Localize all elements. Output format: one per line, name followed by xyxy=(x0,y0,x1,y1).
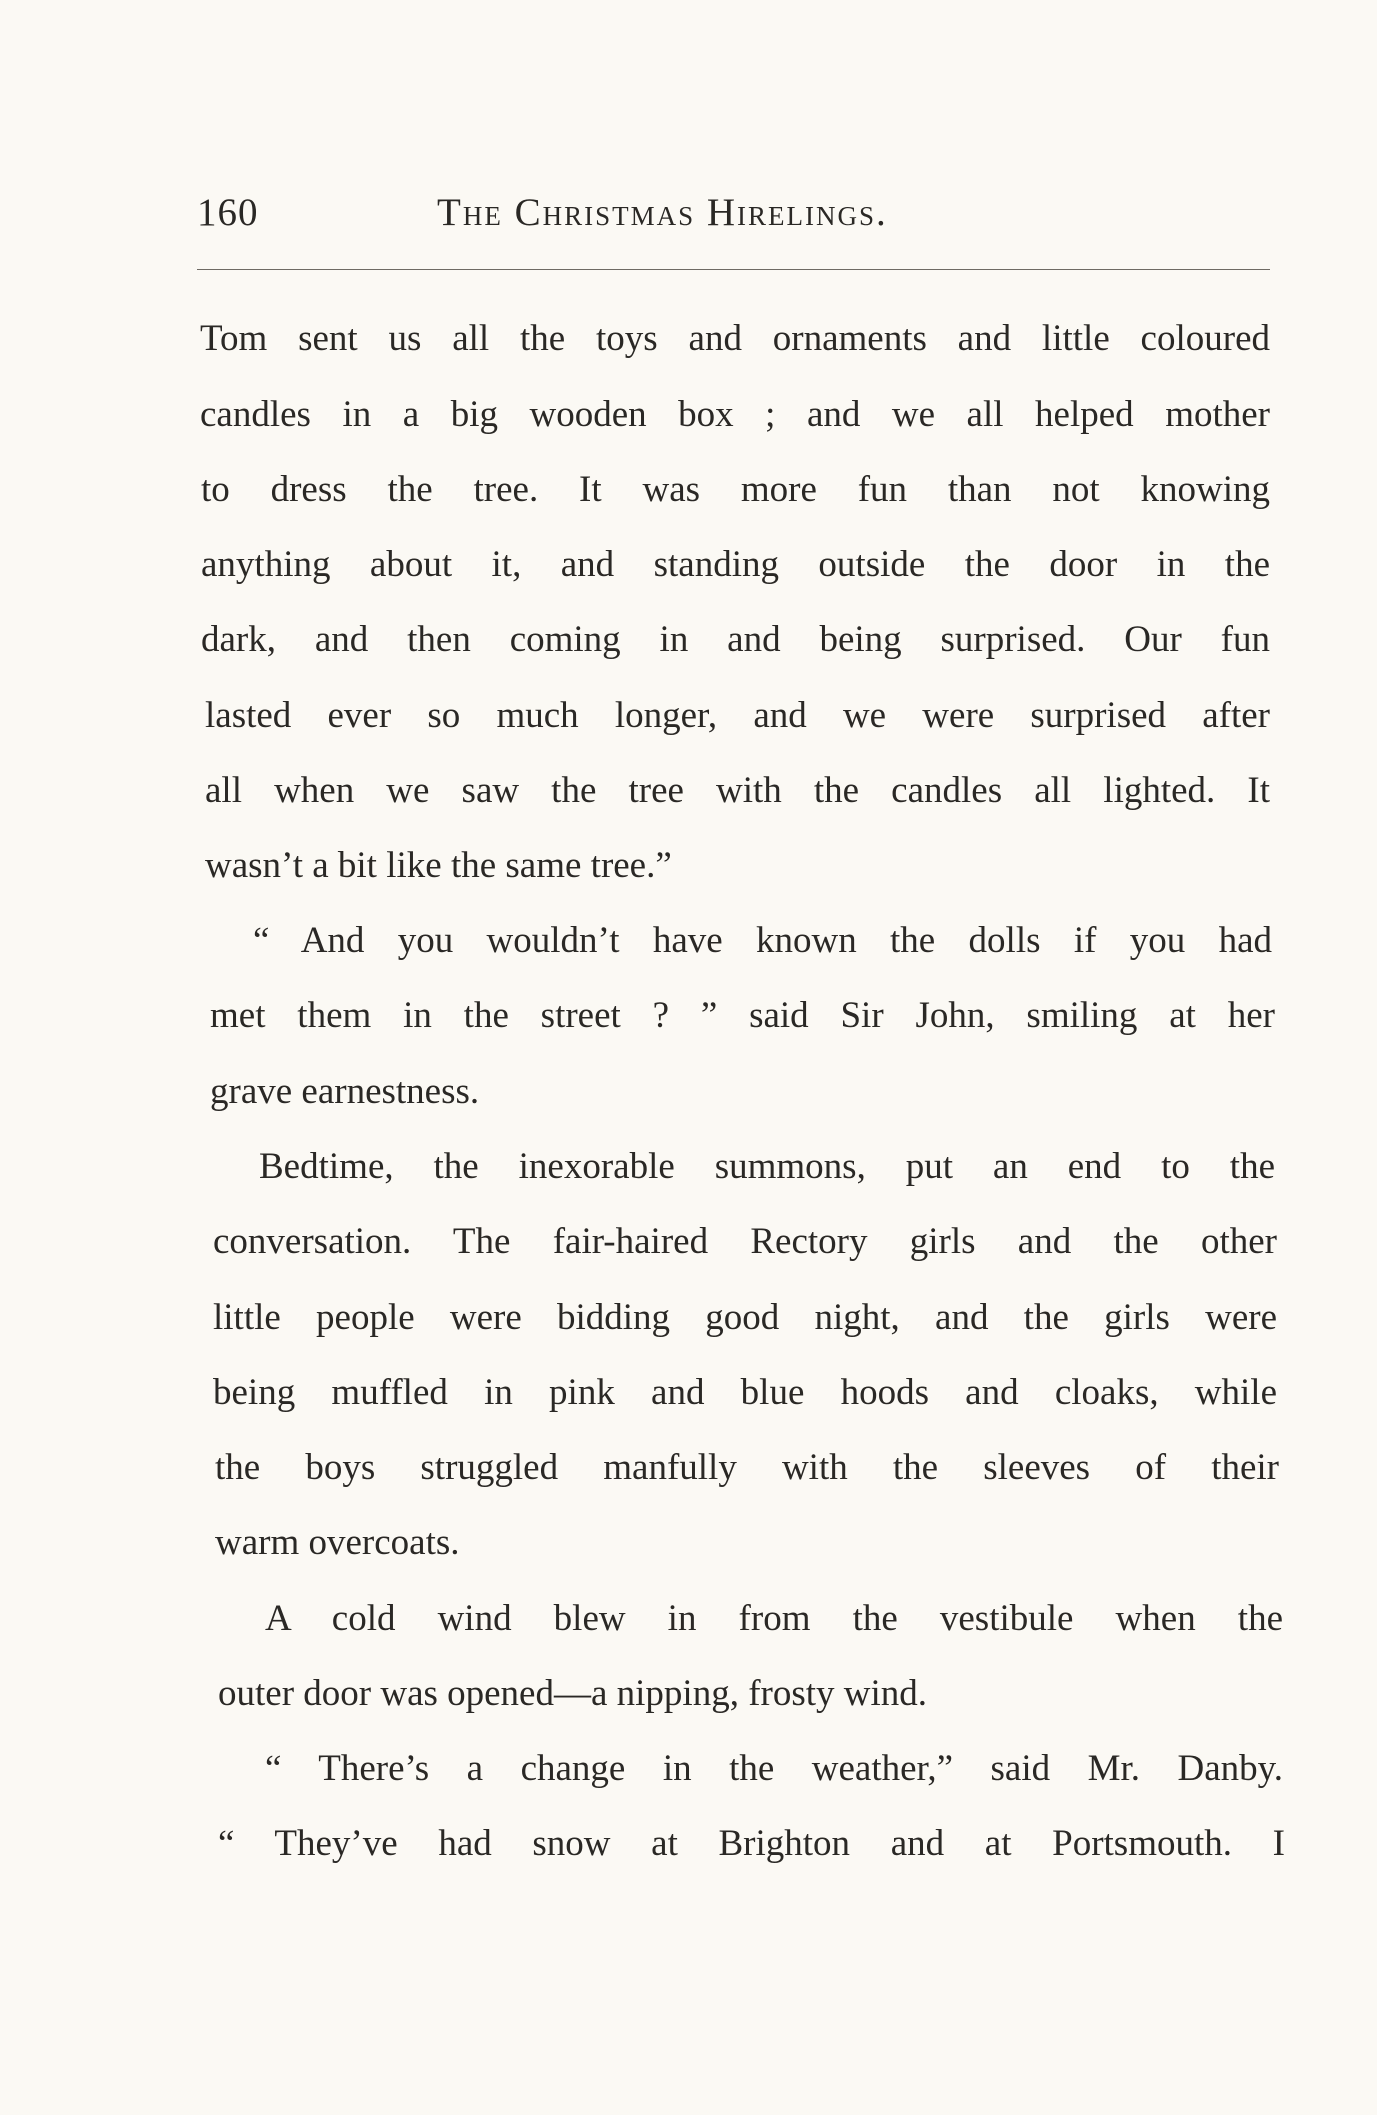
text-line: all when we saw the tree with the candles all lighted. It xyxy=(205,770,1270,811)
text-line: “ And you wouldn’t have known the dolls if you had xyxy=(253,920,1272,961)
text-line: dark, and then coming in and being surprised. Our fun xyxy=(201,619,1270,660)
text-line: little people were bidding good night, and the girls were xyxy=(213,1297,1277,1338)
text-line: candles in a big wooden box ; and we all helped mother xyxy=(200,394,1270,435)
page-header xyxy=(197,185,1277,241)
text-line: “ They’ve had snow at Brighton and at Portsmouth. I xyxy=(218,1823,1285,1864)
text-line: Tom sent us all the toys and ornaments and little coloured xyxy=(200,318,1270,359)
text-line: lasted ever so much longer, and we were surprised after xyxy=(205,695,1270,736)
text-line: warm overcoats. xyxy=(215,1522,460,1563)
text-line: met them in the street ? ” said Sir John, smiling at her xyxy=(210,995,1275,1036)
text-line: grave earnestness. xyxy=(210,1071,480,1112)
text-line: anything about it, and standing outside the door in the xyxy=(201,544,1270,585)
header-rule xyxy=(197,269,1270,270)
text-line: the boys struggled manfully with the sleeves of their xyxy=(215,1447,1279,1488)
page-number: 160 xyxy=(197,191,259,234)
text-line: to dress the tree. It was more fun than not knowing xyxy=(201,469,1270,510)
text-line: Bedtime, the inexorable summons, put an end to the xyxy=(259,1146,1275,1187)
text-line: outer door was opened—a nipping, frosty wind. xyxy=(218,1673,928,1714)
text-line: conversation. The fair-haired Rectory girls and the other xyxy=(213,1221,1277,1262)
running-title: The Christmas Hirelings. xyxy=(437,191,888,234)
text-line: wasn’t a bit like the same tree.” xyxy=(205,845,672,886)
text-line: being muffled in pink and blue hoods and cloaks, while xyxy=(213,1372,1277,1413)
text-line: “ There’s a change in the weather,” said Mr. Danby. xyxy=(265,1748,1283,1789)
text-line: A cold wind blew in from the vestibule when the xyxy=(265,1598,1283,1639)
